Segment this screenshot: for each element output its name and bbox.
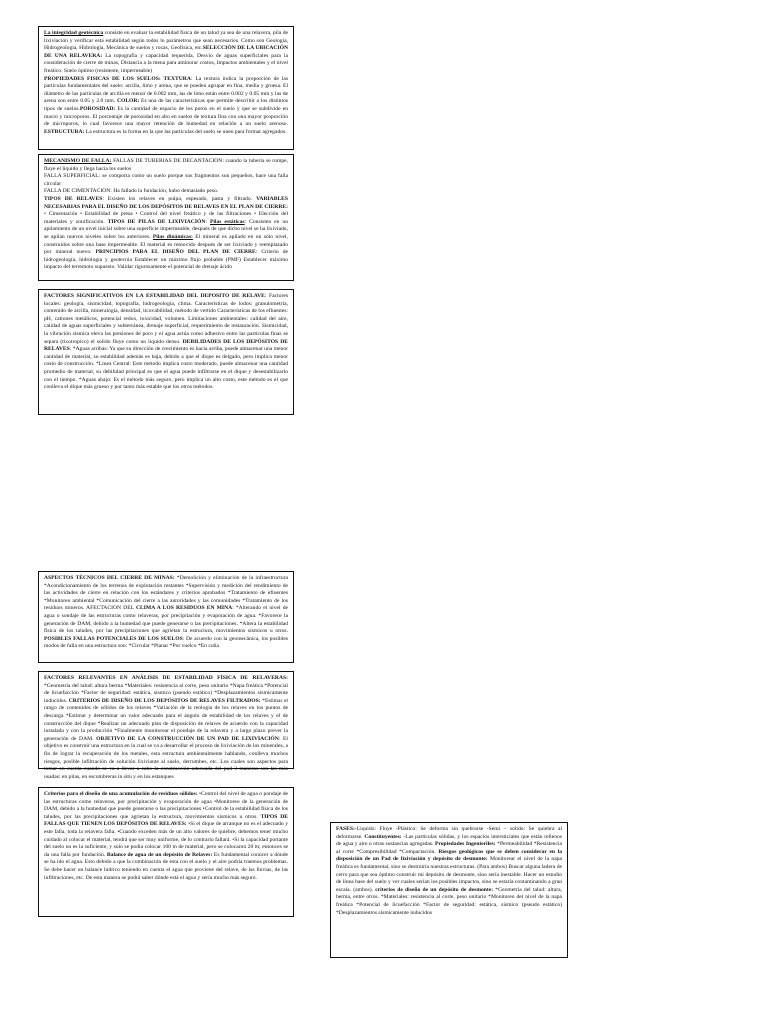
text: La estructura es la forma en la que las partículas del suelo se unen para formar agregados. [84,128,287,135]
paragraph: FALLA SUPERFICIAL: se comporta como un suelo porque sus fragmentos son pequeños, hace una falla circular [44,173,288,187]
paragraph [336,826,562,917]
paragraph: FALLA DE CIMENTACION: Ha fallado la fundación, hubo demasiado peso. [44,188,219,195]
heading: TIPOS DE FALLAS QUE TIENEN LOS DEPÓSITOS DE RELAVES: [44,813,288,828]
heading: TIPOS DE RELAVES [44,195,103,202]
heading: criterios de diseño de un depósito de desmonte: [375,886,494,893]
heading: MECANISMO DE FALLA: [44,158,112,164]
heading: ASPECTOS TÉCNICOS DEL CIERRE DE MINAS: [44,575,175,581]
text: : *Alterando el nivel de agua o sondaje de las estructuras como relaveras, por precipitación y evaporación de agua. *Favorece la generación de DAM, debido a la humedad que puede generarse o las precipitaciones. *Altera la estabilidad física de los taludes, por las precipitaciones que agrietan la estructura, movimientos sísmicos u otros. [44,605,288,635]
text: Es una de las características que permite describir a los distintos tipos de suelos. [44,98,288,112]
paragraph [44,196,288,272]
text: : Criterio de hidrogeología, hidrología y geotecnia Establecer un máximo flujo probable (PMF) Establecer máximo impacto del terremoto supuesto. Validar rigurosamente el potencial de drenaje ácido [44,249,288,271]
heading: ESTRUCTURA: [44,128,85,135]
text: : De acuerdo con la geomecánica, los posibles modos de falla en una estructura son: *Circular *Planar *Por vuelco *En cuña [44,635,288,650]
paragraph [44,158,288,173]
heading: SELECCIÓN DE LA UBICACIÓN DE UNA RELAVERA: [44,45,289,59]
heading: PRINCIPIOS PARA EL DISEÑO DEL PLAN DE CIERRE [95,249,256,256]
heading: VARIABLES NECESARIAS PARA EL DISEÑO DE LOS DEPÓSITOS DE RELAVES EN EL PLAN DE CIERRE: [44,195,289,210]
text: Monitorear el nivel de la napa freática es fundamental, sino se destruiría nuestras estructuras. (Para ambos) Buscar alguna ladera de cerro para que sea óptimo construir mi depósito de desmonte, sino sería inestable. Hacer un estudio de linea base del suelo y ver cuales serían los posibles impactos, sino se estaría contaminando a gran escala. (ambos). [336,856,562,893]
heading: CRITERIOS DE DISEÑO DE LOS DEPÓSITOS DE RELAVES FILTRADOS: [68,697,261,704]
text: *Estimar el rango de contenidos de sólidos de los relaves *Variación de la reología de los relaves en los puntos de descarga *Estimar y determinar un valor adecuado para el ángulo de estabilidad de los relaves y el de construcción del dique *Realizar un adecuado plan de disposición de relaves de acuerdo con la capacidad instalada y con la producción *Finalmente monitorear el pondaje de la relavera y a largo plazo prever la generación de DAM. [44,697,288,742]
paragraph [44,791,288,882]
text: FALLAS DE TUBERIAS DE DECANTACION: cuando la tubería se rompe, fluye el líquido y llega hacia los suelos [44,158,288,172]
heading: Propiedades Ingenieriles: [434,841,496,848]
heading: DEBILIDADES DE LOS DEPÓSITOS DE RELAVES [44,338,288,353]
heading: FACTORES SIGNIFICATIVOS EN LA ESTABILIDAD DEL DEPOSITO DE RELAVE [44,293,265,299]
text: -Las partículas sólidas, y los espacios intersticiales que están rellenos de agua y aire u otras sustancias agregadas. [336,833,562,848]
paragraph [44,575,288,651]
paragraph [44,293,288,392]
text: El mineral es apilado en un sólo nivel, construidos sobre una base impermeable. El material es removido después de ser lixiviado y reemplazado por mineral nuevo. [44,233,288,256]
note-box-mecanismo-de-falla [38,154,294,281]
note-box-fases [330,822,568,958]
text: *Demolición y eliminación de la infraestructura *Acondicionamiento de los terrenos de explotación restantes *Supervisión y medición del rendimiento de las actividades de cierre en relación con los estándares y criterios aprobados *Tratamiento de efluentes *Monitoreo ambiental *Comunicación del cierre a las autoridades y las comunidades *Tratamiento de los residuos mineros. AFECTACION DEL [44,575,288,612]
heading: COLOR: [116,98,140,105]
text: La topografía y capacidad requerida, Desvío de aguas superficiales para la consideración de cierre de minas, Distancia a la mena para aminorar costos, Impactos ambientales y el nivel freático. Suelo óptimo (resistente, impermeable) [44,52,288,74]
heading: FACTORES RELEVANTES EN ANÁLISIS DE ESTABILIDAD FÍSICA DE RELAVERAS: [44,675,288,681]
heading: POSIBLES FALLAS POTENCIALES DE LOS SUELOS [44,635,183,642]
text: Es la cantidad de espacio de los poros en el suelo y que se subdivide en macro y microporos. El porcentaje de porosidad en alto en suelos de textura fina con una mayor proporción de microporos, lo cual favorece una mayor retención de humedad en relación a un suelo arenoso. [44,105,289,128]
paragraph [44,675,288,781]
text: : Existen los relaves en pulpa, espesado, pasta y filtrado. [102,195,253,202]
note-box-integridad-geotecnica [38,26,294,150]
text: consiste en evaluar la estabilidad física de un talud ya sea de una relavera, pila de lixiviación y verificar esta estabilidad según todos lo parámetros que sean necesarios. Como son Geología, Hidrogeología, Hidrología, Mecánica de suelos y rocas, Geofísica, etc. [44,30,288,52]
heading: TIPOS DE PILAS DE LIXIVIACIÓN [107,218,206,225]
heading: POROSIDAD: [79,105,116,112]
heading: Pilas dinámicas: [152,233,193,240]
heading: Pilas estáticas [209,218,245,225]
text: : El objetivo es construir una estructura en la cual se va a desarrollar el proceso de lixiviación de los minerales, a fin de lograr la recuperación de los metales, esta estructura ambientalmente hablando, conlleva muchos riesgos, posible infiltración de solución lixiviante al suelo, derrumbes, etc. Los cuales son aspectos para tomar en cuenta cuando se va a llevar a cabo la construcción adecuada del pad 3 maneras son las más usadas: en pilas, en escombreras in situ y en los estanques [44,735,288,780]
text: *Permeabilidad *Resistencia al corte *Compresibilidad *Compactación. [336,841,562,855]
text: : *Aguas arribas: Ya que su dirección de crecimiento es hacia arriba, puede almacenar una menor cantidad de material, su estabilidad además es baja, debido a que el dique es delgado, pero implica menor costo de construcción. *Línea Central: Este método implica costo moderado, puede almacenar una cantidad promedio de material, su debilidad principal es que el agua puede infiltrarse en el dique y desestabilizarlo con el tiempo. *Aguas abajo: Es el método más seguro, pero implica un alto costo, este método es el que conlleva el dique más grueso y por tanto más estable que los otros métodos. [44,346,288,391]
text: : La textura indica la proporción de las partículas fundamentales del suelo: arcilla, limo y arena, que se pueden agrupar en fina, media y gruesa. El diámetro de las partículas de arcilla es menor de 0.002 mm, las de limo están entre 0.002 y 0.05 mm y las de arena son entre 0.05 y 2.0 mm. [44,75,289,105]
text: • Cimentación • Estabilidad de presa • Control del nivel freático y de las filtraciones • Elección del materiales y zonificación. [44,211,288,225]
text: *Geometría del talud: altura, berma, entre otros. *Materiales: resistencia al corte, peso unitario *Monitoreo del nivel de la napa freática *Potencial de licuefacción *Factor de seguridad: estática, sísmico (pseudo estático) *Desplazamientos sísmicamente inducidos [336,886,562,916]
text: •Si el dique de arranque no es el adecuado y este falla, toda la relavera falla. •Cuando exceden más de un alto valores de quiebre, debemos tener mucho cuidado al colocar el material, tendrá que ser muy uniforme, de lo contrario fallará. •Si la capacidad portante del suelo no es la suficiente, y solo se podía colocar 100 m de material, pero se colocaron 20 m; entonces se da una falla por fundación. [44,821,289,858]
note-box-factores-significativos [38,289,294,415]
note-box-criterios-residuos-solidos [38,787,294,917]
note-box-aspectos-tecnicos-cierre [38,571,294,663]
text: : Consisten en un apilamiento de un nivel inicial sobre una superficie impermeable, después de que dicho nivel se ha lixiviado, se apilan nuevos niveles sobre los anteriores. [44,218,289,240]
text: : [205,218,210,225]
text: Es fundamental conocer a dónde se ha ido el agua. Esto debido a que la combinación de esta con el suelo y el aire podría traemos problemas. Se debe hacer un balance hídrico teniendo en cuenta el agua que proviene del relave, de las lluvias, de las infiltraciones, etc. De esta manera se podrá saber dónde está el agua y sería mucho más seguro. [44,851,289,881]
text: •Control del nivel de agua o pondaje de las estructuras como relaveras, por precipitación y evaporación de agua •Monitoreo de la generación de DAM, debido a la humedad que puede generarse o las precipitaciones •Control de la estabilidad física de los taludes, por las precipitaciones que agrietan la estructura, movimientos sísmicos u otros. [44,791,288,820]
heading: La integridad geotécnica [44,30,104,36]
text: *Geometría del talud: altura berma *Materiales: resistencia al corte, peso unitario *Napa freática *Potencial de licuefacción *Factor de seguridad: estática, sísmico (pseudo estático) *Desplazamientos sísmicamente inducidos. [44,682,288,704]
heading: Criterios para el diseño de una acumulación de residuos sólidos: [44,791,198,797]
heading: PROPIEDADES FISICAS DE LOS SUELOS: TEXTURA [44,75,191,82]
heading: Constituyentes: [364,833,402,840]
heading: Riesgos geológicos que se deben considerar en la disposición de un Pad de lixiviación y depósito de desmonte: [336,848,562,863]
heading: CLIMA A LOS RESIDUOS EN MINA [135,605,233,612]
heading: OBJETIVO DE LA CONSTRUCCIÓN DE UN PAD DE LIXIVIACIÓN [96,735,279,742]
text: -Liquido: Fluye -Plástico: Se deforma sin quebrarse -Semi – solido: Se quiebra al deformarse. [336,826,562,840]
heading: Balance de agua de un depósito de Relaves: [106,851,213,858]
note-box-factores-relevantes [38,671,294,780]
heading: FASES: [336,826,355,832]
paragraph [44,30,288,76]
text: : Factores locales: geología, sismicidad, topografía, hidrogeología, clima. Características de lodos: granulometría, contenido de arcilla, mineralogía, densidad, licuvabilidad, método de vertido Características de los efluentes: pH, cationes metálicos, potencial redox, toxicidad, volumen. Limitaciones ambientales: calidad del aire, calidad de aguas superficiales y subterránea, drenaje superficial, requerimiento de restauración. Sismicidad, la vibración sísmica eleva las presiones de poro y el agua actúa como adhesivo entre las partículas finas se separa (tixotropico) el solido fluye como un liquido denso. [44,293,288,345]
paragraph [44,76,288,137]
